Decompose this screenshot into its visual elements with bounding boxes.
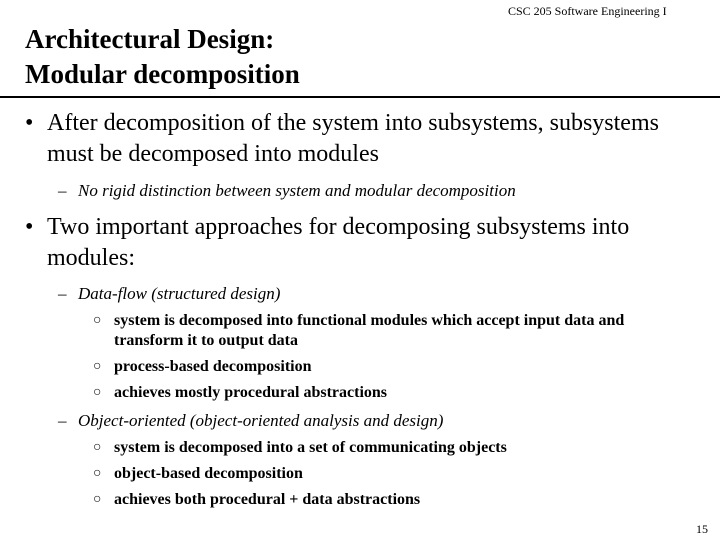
detail-item-text: system is decomposed into a set of communicating objects <box>114 439 507 456</box>
detail-item-2-1-2 <box>93 357 673 377</box>
page-number: 15 <box>696 522 708 536</box>
sub-bullet-2-1 <box>58 283 698 305</box>
slide-title-line-1: Architectural Design: <box>25 24 275 54</box>
sub-bullet-text: No rigid distinction between system and modular decomposition <box>78 181 516 200</box>
sub-bullet-text: Object-oriented (object-oriented analysis and design) <box>78 411 444 430</box>
detail-item-text: object-based decomposition <box>114 465 303 482</box>
circle-bullet-icon: ○ <box>93 440 102 455</box>
slide-title <box>25 22 300 92</box>
bullet-marker: • <box>25 110 34 136</box>
circle-bullet-icon: ○ <box>93 313 102 328</box>
bullet-text: After decomposition of the system into subsystems, subsystems must be decomposed into modules <box>47 110 659 167</box>
circle-bullet-icon: ○ <box>93 492 102 507</box>
detail-item-text: system is decomposed into functional modules which accept input data and transform it to output data <box>114 312 625 349</box>
sub-bullet-1-1 <box>58 180 698 202</box>
title-divider <box>0 96 720 98</box>
detail-item-text: achieves mostly procedural abstractions <box>114 384 388 401</box>
sub-bullet-text: Data-flow (structured design) <box>78 284 281 303</box>
bullet-2 <box>25 212 705 274</box>
detail-item-2-2-3 <box>93 490 673 510</box>
circle-bullet-icon: ○ <box>93 466 102 481</box>
detail-item-2-2-1 <box>93 438 673 458</box>
bullet-marker: • <box>25 214 34 240</box>
sub-bullet-2-2 <box>58 410 698 432</box>
detail-item-2-1-1 <box>93 311 673 351</box>
sub-bullet-marker: – <box>58 411 67 430</box>
detail-item-2-1-3 <box>93 383 673 403</box>
circle-bullet-icon: ○ <box>93 385 102 400</box>
detail-item-text: process-based decomposition <box>114 358 312 375</box>
circle-bullet-icon: ○ <box>93 359 102 374</box>
bullet-text: Two important approaches for decomposing subsystems into modules: <box>47 214 630 271</box>
slide-title-line-2: Modular decomposition <box>25 59 300 89</box>
sub-bullet-marker: – <box>58 284 67 303</box>
sub-bullet-marker: – <box>58 181 67 200</box>
detail-item-text: achieves both procedural + data abstractions <box>114 491 421 508</box>
bullet-1 <box>25 108 705 170</box>
detail-item-2-2-2 <box>93 464 673 484</box>
course-header: CSC 205 Software Engineering I <box>508 4 667 18</box>
